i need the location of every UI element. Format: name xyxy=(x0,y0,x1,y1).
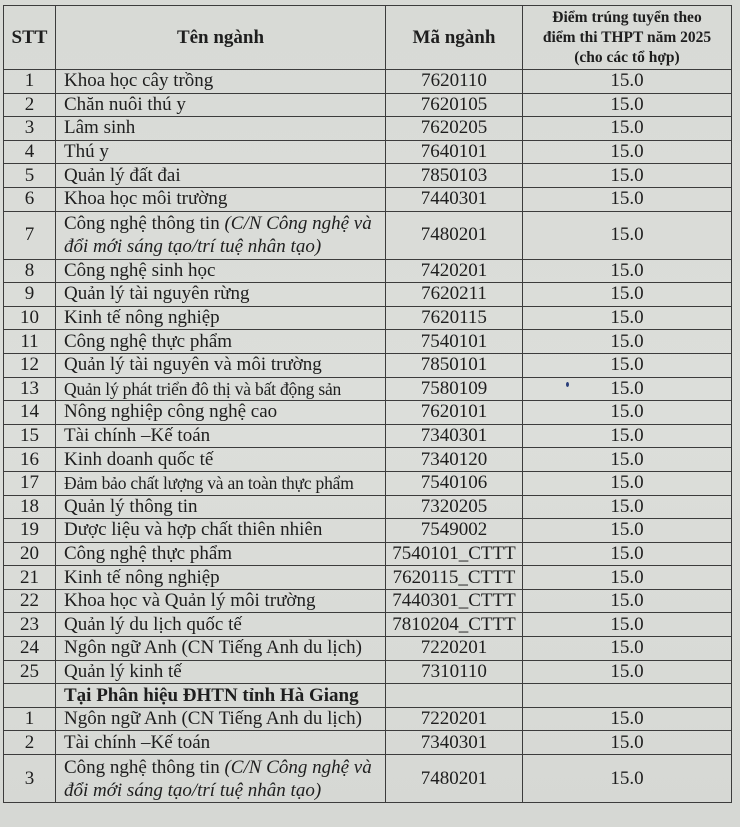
row-major-code: 7220201 xyxy=(386,707,523,731)
admission-score-table xyxy=(3,5,732,803)
row-admission-score: 15.0 xyxy=(523,637,732,661)
table-row xyxy=(4,589,732,613)
table-row xyxy=(4,755,732,803)
header-stt: STT xyxy=(4,6,56,70)
row-major-name: Quản lý đất đai xyxy=(56,164,386,188)
row-major-code: 7440301 xyxy=(386,187,523,211)
row-stt: 3 xyxy=(4,117,56,141)
row-admission-score: 15.0 xyxy=(523,424,732,448)
row-major-code: 7620101 xyxy=(386,401,523,425)
row-major-name: Chăn nuôi thú y xyxy=(56,93,386,117)
row-admission-score: 15.0 xyxy=(523,731,732,755)
row-major-code: 7420201 xyxy=(386,259,523,283)
table-row xyxy=(4,187,732,211)
row-admission-score: 15.0 xyxy=(523,377,732,401)
table-row xyxy=(4,93,732,117)
empty-cell xyxy=(4,684,56,708)
row-admission-score: 15.0 xyxy=(523,164,732,188)
row-major-code: 7640101 xyxy=(386,140,523,164)
row-stt: 17 xyxy=(4,471,56,495)
row-major-name: Khoa học và Quản lý môi trường xyxy=(56,589,386,613)
table-row xyxy=(4,164,732,188)
row-admission-score: 15.0 xyxy=(523,140,732,164)
row-major-name: Khoa học cây trồng xyxy=(56,70,386,94)
table-row xyxy=(4,140,732,164)
table-row xyxy=(4,353,732,377)
row-major-name: Thú y xyxy=(56,140,386,164)
row-admission-score: 15.0 xyxy=(523,306,732,330)
row-major-code: 7620115_CTTT xyxy=(386,566,523,590)
row-stt: 24 xyxy=(4,637,56,661)
row-major-name: Quản lý kinh tế xyxy=(56,660,386,684)
table-row xyxy=(4,707,732,731)
row-stt: 9 xyxy=(4,283,56,307)
row-admission-score: 15.0 xyxy=(523,589,732,613)
row-stt: 21 xyxy=(4,566,56,590)
row-major-name: Quản lý tài nguyên rừng xyxy=(56,283,386,307)
table-row xyxy=(4,519,732,543)
row-stt: 20 xyxy=(4,542,56,566)
row-stt: 6 xyxy=(4,187,56,211)
row-major-name: Lâm sinh xyxy=(56,117,386,141)
row-stt: 10 xyxy=(4,306,56,330)
row-major-code: 7580109 xyxy=(386,377,523,401)
header-major-code: Mã ngành xyxy=(386,6,523,70)
row-major-code: 7549002 xyxy=(386,519,523,543)
row-admission-score: 15.0 xyxy=(523,283,732,307)
row-stt: 1 xyxy=(4,70,56,94)
row-major-name: Quản lý thông tin xyxy=(56,495,386,519)
row-major-code: 7850101 xyxy=(386,353,523,377)
row-stt: 2 xyxy=(4,93,56,117)
row-major-code: 7620105 xyxy=(386,93,523,117)
row-admission-score: 15.0 xyxy=(523,353,732,377)
table-row xyxy=(4,542,732,566)
table-row xyxy=(4,424,732,448)
header-admission-score: Điểm trúng tuyển theo điểm thi THPT năm 2025 (cho các tổ hợp) xyxy=(523,6,732,70)
row-major-code: 7540101 xyxy=(386,330,523,354)
empty-cell xyxy=(523,684,732,708)
section-header-row xyxy=(4,684,732,708)
table-row xyxy=(4,211,732,259)
table-row xyxy=(4,731,732,755)
row-admission-score: 15.0 xyxy=(523,330,732,354)
table-row xyxy=(4,259,732,283)
empty-cell xyxy=(386,684,523,708)
row-major-name: Ngôn ngữ Anh (CN Tiếng Anh du lịch) xyxy=(56,707,386,731)
table-row xyxy=(4,495,732,519)
row-major-name: Công nghệ thực phẩm xyxy=(56,330,386,354)
row-major-name: Kinh tế nông nghiệp xyxy=(56,306,386,330)
row-admission-score: 15.0 xyxy=(523,613,732,637)
row-stt: 7 xyxy=(4,211,56,259)
row-major-name: Công nghệ sinh học xyxy=(56,259,386,283)
row-major-name: Quản lý du lịch quốc tế xyxy=(56,613,386,637)
row-major-name: Kinh tế nông nghiệp xyxy=(56,566,386,590)
table-row xyxy=(4,117,732,141)
table-row xyxy=(4,660,732,684)
row-major-name: Nông nghiệp công nghệ cao xyxy=(56,401,386,425)
row-admission-score: 15.0 xyxy=(523,495,732,519)
row-major-code: 7620115 xyxy=(386,306,523,330)
table-row xyxy=(4,448,732,472)
row-major-code: 7480201 xyxy=(386,211,523,259)
row-admission-score: 15.0 xyxy=(523,70,732,94)
section-title: Tại Phân hiệu ĐHTN tỉnh Hà Giang xyxy=(56,684,386,708)
row-stt: 14 xyxy=(4,401,56,425)
table-row xyxy=(4,613,732,637)
row-admission-score: 15.0 xyxy=(523,259,732,283)
row-major-name: Ngôn ngữ Anh (CN Tiếng Anh du lịch) xyxy=(56,637,386,661)
table-row xyxy=(4,70,732,94)
row-stt: 1 xyxy=(4,707,56,731)
row-major-code: 7850103 xyxy=(386,164,523,188)
row-stt: 11 xyxy=(4,330,56,354)
row-major-code: 7620205 xyxy=(386,117,523,141)
row-admission-score: 15.0 xyxy=(523,117,732,141)
row-major-code: 7320205 xyxy=(386,495,523,519)
row-stt: 16 xyxy=(4,448,56,472)
row-admission-score: 15.0 xyxy=(523,542,732,566)
row-major-name: Tài chính –Kế toán xyxy=(56,424,386,448)
table-row xyxy=(4,471,732,495)
row-major-name: Công nghệ thông tin (C/N Công nghệ và đổi mới sáng tạo/trí tuệ nhân tạo) xyxy=(56,755,386,803)
row-major-code: 7620110 xyxy=(386,70,523,94)
row-admission-score: 15.0 xyxy=(523,519,732,543)
row-stt: 5 xyxy=(4,164,56,188)
row-stt: 8 xyxy=(4,259,56,283)
table-body xyxy=(4,70,732,803)
row-stt: 25 xyxy=(4,660,56,684)
row-major-code: 7810204_CTTT xyxy=(386,613,523,637)
row-admission-score: 15.0 xyxy=(523,755,732,803)
row-stt: 3 xyxy=(4,755,56,803)
row-admission-score: 15.0 xyxy=(523,448,732,472)
row-admission-score: 15.0 xyxy=(523,187,732,211)
row-admission-score: 15.0 xyxy=(523,211,732,259)
row-major-name: Khoa học môi trường xyxy=(56,187,386,211)
table-row xyxy=(4,330,732,354)
row-major-name: Quản lý phát triển đô thị và bất động sản xyxy=(56,377,386,401)
row-major-code: 7310110 xyxy=(386,660,523,684)
table-row xyxy=(4,566,732,590)
row-admission-score: 15.0 xyxy=(523,707,732,731)
header-major-name: Tên ngành xyxy=(56,6,386,70)
row-stt: 12 xyxy=(4,353,56,377)
row-stt: 23 xyxy=(4,613,56,637)
table-row xyxy=(4,637,732,661)
row-stt: 19 xyxy=(4,519,56,543)
row-admission-score: 15.0 xyxy=(523,660,732,684)
table-row xyxy=(4,306,732,330)
row-stt: 13 xyxy=(4,377,56,401)
row-major-name: Công nghệ thông tin (C/N Công nghệ và đổi mới sáng tạo/trí tuệ nhân tạo) xyxy=(56,211,386,259)
row-admission-score: 15.0 xyxy=(523,93,732,117)
row-stt: 18 xyxy=(4,495,56,519)
row-admission-score: 15.0 xyxy=(523,401,732,425)
row-major-name: Kinh doanh quốc tế xyxy=(56,448,386,472)
row-major-name: Công nghệ thực phẩm xyxy=(56,542,386,566)
row-major-code: 7540106 xyxy=(386,471,523,495)
row-major-name: Đảm bảo chất lượng và an toàn thực phẩm xyxy=(56,471,386,495)
row-major-name: Dược liệu và hợp chất thiên nhiên xyxy=(56,519,386,543)
table-header-row xyxy=(4,6,732,70)
row-major-code: 7220201 xyxy=(386,637,523,661)
row-major-code: 7440301_CTTT xyxy=(386,589,523,613)
table-row xyxy=(4,401,732,425)
row-major-code: 7480201 xyxy=(386,755,523,803)
row-major-code: 7540101_CTTT xyxy=(386,542,523,566)
row-stt: 4 xyxy=(4,140,56,164)
row-major-code: 7340301 xyxy=(386,424,523,448)
row-major-code: 7340120 xyxy=(386,448,523,472)
row-admission-score: 15.0 xyxy=(523,566,732,590)
row-admission-score: 15.0 xyxy=(523,471,732,495)
row-major-name: Quản lý tài nguyên và môi trường xyxy=(56,353,386,377)
row-major-code: 7620211 xyxy=(386,283,523,307)
table-row xyxy=(4,283,732,307)
row-major-name: Tài chính –Kế toán xyxy=(56,731,386,755)
row-stt: 22 xyxy=(4,589,56,613)
row-stt: 2 xyxy=(4,731,56,755)
ink-mark xyxy=(566,382,569,387)
table-row xyxy=(4,377,732,401)
row-stt: 15 xyxy=(4,424,56,448)
row-major-code: 7340301 xyxy=(386,731,523,755)
